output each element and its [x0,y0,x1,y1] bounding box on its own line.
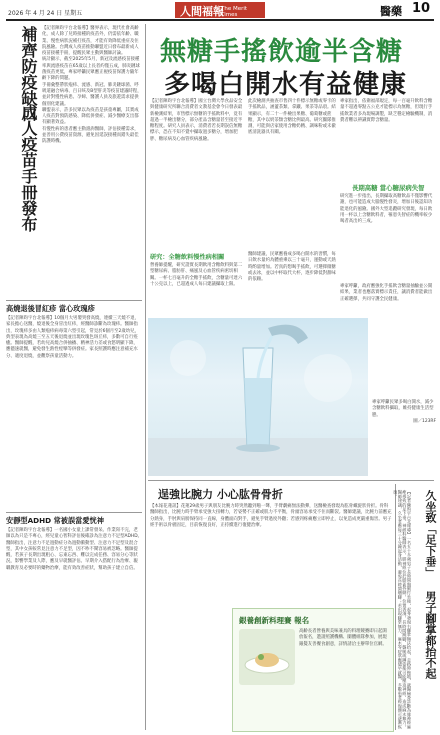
left-article-body [42,26,142,294]
photo-caption-text: 專家呼籲民眾多喝白開水，減少含糖飲料攝取，維持健康生活型態。 [372,400,434,418]
divider [6,512,142,513]
dish-icon [239,629,295,685]
adhd-body: 【記者陳昀宇台北報導】一名國小女童上課常發呆、作業寫不完，老師以為只是不專心，經兒童心智科評估後確診為注意力不足型ADHD。醫師指出，注意力不足過動症分為過動衝動型、注意力不足型及混合型，其中女孩較常見注意力不足型，因不吵不鬧容易被忽略。醫師提醒，若孩子長期出現粗心、忘東忘西、難以完成任務、容易分心等狀況，影響學業及人際，應及早就醫評估。早期介入搭配行為治療、親職教育及必要時的藥物治療，能有效改善症狀，幫助孩子建立自信。 [6,528,143,571]
left-body-3: 手冊彙整帶狀疱疹、流感、新冠、肺炎鏈球菌、呼吸道融合病毒、百日咳及B型肝炎等疫苗建議時程，並針對慢性病患、孕婦、醫護人員及旅遊需求提供個別化建議。 [42,82,142,107]
main-body-f: 專家呼籲，政府應強化手搖飲含糖量抽驗並公開結果，業者也應落實標示責任，讓消費者能做出正確選擇，共同守護全民健康。 [340,284,433,302]
armwrestle-body-cont [150,608,228,730]
section-name: 醫藥 [380,5,402,18]
photo-caption [372,400,436,476]
left-body-2: 統計顯示，截至2025年5月，新冠及流感疫苗接種率與流感疫苗在65歲以上長者約僅五成，肺炎鏈球菌疫苗更低，專家呼籲民眾應正視疫苗保護力隨年齡下降的問題。 [42,57,140,82]
ad-title: 銀養創新料理賽 報名 [239,616,310,625]
main-body-b: 專家指出，依衛福部規定，每一百毫升飲料含糖量不超過零點五公克才能標示為無糖，但現行手搖飲業者多為現場調製，缺乏穩定檢驗機制，消費者難以辨識實際含糖量。 [340,99,433,123]
divider [148,480,434,481]
main-lead: 【記者陳昀宇台北報導】國立台灣大學食品安全與健康研究所聯合消費者文教基金會今日發表最新檢測結果，市售標示無糖的手搖飲料中，竟有超過一半檢出糖分，部分產品含糖量甚至接近半糖程度。研究人員表示，消費者若長期誤信無糖標示，恐在不知不覺中攝取過多糖分，增加肥胖、糖尿病及心血管疾病風險。 [150,99,243,142]
subhead-chronic: 研究：全糖飲料慢性病相關 [150,254,225,261]
divider [6,300,142,301]
page-number: 10 [412,1,431,16]
left-title-line1: 補齊防疫缺口 [19,26,38,122]
main-body-c: 營養師提醒，研究證實長期飲用含糖飲料與第二型糖尿病、脂肪肝、痛風及心血管疾病密切相關。一杯七百毫升的全糖手搖飲，含糖量可達六十公克以上，已超過成人每日建議攝取上限。 [150,263,243,287]
left-body-1: 【記者陳昀宇台北報導】醫界表示，現代社會高齡化，成人除了兒時接種的疫苗外，仍需依年齡、職業、慢性病狀況補打疫苗，才能有效降低重症及住院風險。台灣成人疫苗推動聯盟近日發布最新成人疫苗接種手冊，提醒民眾主動與醫師討論。 [42,26,139,57]
roseola-body: 【記者陳昀宇台北報導】10個月大男嬰突發高燒，連續三天燒不退，家長擔心送醫，燒退後全身冒出紅疹，經醫師診斷為玫瑰疹。醫師指出，玫瑰疹多由人類疱疹病毒第六型引起，常見於6個月至2歲幼兒，典型表現為高燒三至五天後退燒並出現玫瑰色斑丘疹，多數可自行痊癒。醫師提醒，若幼兒高燒合併抽搐、精神活力差或食慾明顯下降，應儘速就醫，避免發生熱性痙攣等併發症。家長照護時應注意補充水分、適度退燒，並觀察孩童活動力。 [6,316,139,359]
column-divider [145,24,146,730]
photo-credit: 圖／123RF [413,418,436,424]
main-headline-1: 無糖手搖飲逾半含糖 [160,37,404,67]
left-article-title-2 [19,104,38,304]
ad-image [239,629,295,685]
main-body-a: 此次檢測共抽查市售四十件標示無糖或零卡的手搖飲品，涵蓋茶類、拿鐵、果茶等品項。結果顯示，有二十一件檢出果糖、葡萄糖或蔗糖，其中以奶茶類含糖比例最高。研究團隊推測，可能與店家使用含糖奶精、調味粉或未徹底清洗器具有關。 [248,99,336,136]
main-body-e: 研究進一步指出，長期攝取高糖飲品不僅影響代謝，也可能造成大腦慢性發炎，增加日後認知功能退化的風險。國外大型追蹤研究發現，每日飲用一杯以上含糖飲料者，罹患失智症的機率較少喝者高出約三成。 [340,194,433,225]
logo-chinese: 人間福報 [180,5,224,18]
ad-body: 高齡長者營養與美味兼具的料理競賽即日起開放報名，邀請照護機構、團體組隊參加，展現銀髮友善餐食創意，詳情請洽主辦單位官網。 [299,629,387,647]
newspaper-logo [175,2,265,18]
left-body-5: 有慢性病的患者應主動諮詢醫師，評估接種需求，並善用公費疫苗資源，避免因延誤接種而錯失最佳防護時機。 [42,126,139,145]
main-photo [148,318,368,476]
roseola-title: 高燒退後冒紅疹 當心玫瑰疹 [6,304,95,313]
main-body-d: 醫師建議，民眾應養成多喝白開水的習慣，每日飲水量約為體重乘以三十毫升，運動或天熱時酌量增加。若真的想喝手搖飲，可選擇微糖或去冰，並以中杯取代大杯，逐步降低對甜味的依賴。 [248,252,336,283]
left-title-line2: 成人疫苗手冊發布 [19,104,38,232]
armwrestle-title: 逞強比腕力 小心肱骨骨折 [158,488,283,501]
footdrop-title: 久坐致「足下垂」 男子腳掌都抬不起 [424,490,437,679]
subhead-diabetes: 長期高糖 當心糖尿病失智 [352,184,425,192]
page-header [0,0,440,22]
armwrestle-body: 【本報花蓮訊】花蓮29歲男子與朋友比腕力時突然聽到啪一聲，手臂劇痛無法動彈，送醫檢查發現為肱骨螺旋狀骨折。骨科醫師指出，比腕力時手臂承受強大扭轉力，若姿勢不正確或肌力不平衡，骨頭容易承受不住而斷裂。醫師建議，比腕力前應充分熱身，手肘與肩膀保持同一直線，身體面向對手，避免手臂過度外翻；若感到疼痛應立即停止，以免造成更嚴重傷害。男子經手術以骨板固定，目前恢復良好，正持續進行復健治療。 [150,504,392,528]
issue-date: 2026 年 4 月 24 日 星期五 [8,10,83,17]
ad-box [232,608,394,732]
column-divider [395,484,396,730]
adhd-title: 安靜型ADHD 常被誤當愛恍神 [6,516,104,525]
left-body-4: 聯盟表示，許多民眾以為疫苗是孩童專屬，其實成人疫苗對預防感染、降低併發症、減少醫療支出都有顯著效益。 [42,107,139,126]
header-rule [6,19,434,21]
logo-english: The Merit Times [221,6,248,18]
water-glass-illustration [148,318,368,476]
main-headline-2: 多喝白開水有益健康 [164,70,408,100]
footdrop-body: 【記者陳昀宇台北報導】一名五十多歲男子長時間盤腿打坐後，起身發現右腳掌無法抬起，走路時拖地，就醫檢查診斷為腓神經麻痺導致的足下垂。神經科醫師表示，腓神經位於膝蓋外側，位置表淺，長時間蹺腳、盤腿或蹲姿都可能壓迫神經，造成麻木無力。醫師建議，久坐者應每三十分鐘起身活動，避免長時間翹腳；若出現腳掌無力、麻木等症狀應儘早就醫，多數患者經復健可逐漸恢復。 [393,490,412,729]
